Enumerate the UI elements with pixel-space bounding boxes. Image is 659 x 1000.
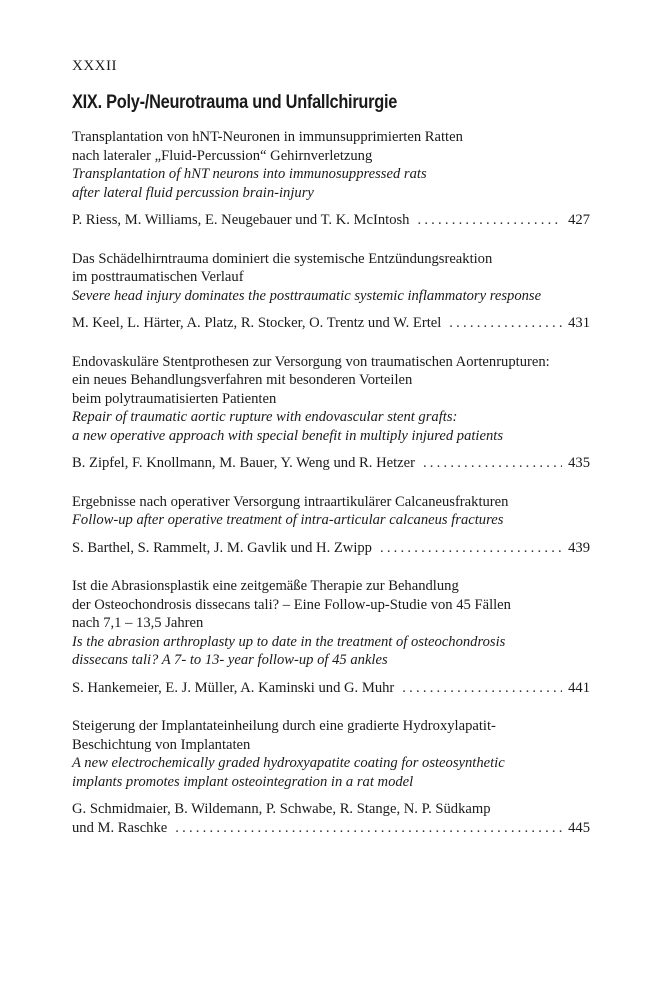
entry-title-english: after lateral fluid percussion brain-injury — [72, 184, 314, 201]
dot-leader — [402, 679, 562, 698]
dot-leader — [380, 539, 562, 558]
toc-entry — [72, 250, 590, 333]
dot-leader — [417, 211, 562, 230]
entry-authors — [72, 539, 590, 558]
toc-entry — [72, 577, 590, 697]
toc-entry — [72, 353, 590, 473]
entry-authors-line: und M. Raschke — [72, 819, 168, 836]
entry-title-english: implants promotes implant osteointegration in a rat model — [72, 773, 414, 790]
toc-entry — [72, 128, 590, 230]
entry-authors — [72, 454, 590, 473]
entry-title-german: nach lateraler „Fluid-Percussion“ Gehirnverletzung — [72, 147, 373, 164]
entry-title-german: Transplantation von hNT-Neuronen in immunsupprimierten Ratten — [72, 129, 463, 145]
entry-authors-row — [72, 211, 590, 230]
entry-authors-row — [72, 679, 590, 698]
entry-title-german: Ergebnisse nach operativer Versorgung intraartikulärer Calcaneusfrakturen — [72, 493, 509, 510]
entry-title-german: Endovaskuläre Stentprothesen zur Versorgung von traumatischen Aortenrupturen: — [72, 353, 550, 370]
entry-title-english: Severe head injury dominates the posttraumatic systemic inflammatory response — [72, 287, 542, 304]
entry-title-english: Transplantation of hNT neurons into immunosuppressed rats — [72, 166, 427, 182]
toc-entry — [72, 493, 590, 558]
page-number: XXXII — [72, 58, 117, 74]
entry-title-german: Beschichtung von Implantaten — [72, 736, 251, 753]
entry-authors-line: P. Riess, M. Williams, E. Neugebauer und T. K. McIntosh — [72, 212, 410, 228]
entry-title-german: Steigerung der Implantateinheilung durch eine gradierte Hydroxylapatit- — [72, 718, 496, 734]
section-title: XIX. Poly-/Neurotrauma und Unfallchirurgie — [72, 92, 398, 113]
dot-leader — [175, 819, 562, 838]
entry-title-german: im posttraumatischen Verlauf — [72, 269, 244, 285]
entry-authors-row — [72, 819, 590, 838]
entry-title-german: ein neues Behandlungsverfahren mit besonderen Vorteilen — [72, 372, 413, 388]
entry-title-german: Ist die Abrasionsplastik eine zeitgemäße Therapie zur Behandlung — [72, 578, 459, 594]
entry-title-english: A new electrochemically graded hydroxyapatite coating for osteosynthetic — [72, 755, 505, 771]
entry-authors-row — [72, 539, 590, 558]
entry-authors — [72, 800, 590, 837]
entry-authors-line: G. Schmidmaier, B. Wildemann, P. Schwabe, R. Stange, N. P. Südkamp — [72, 801, 491, 817]
entry-authors — [72, 679, 590, 698]
entry-title-english: a new operative approach with special benefit in multiply injured patients — [72, 427, 503, 444]
entry-page-number: 427 — [568, 212, 590, 228]
entry-authors-line: S. Hankemeier, E. J. Müller, A. Kaminski und G. Muhr — [72, 679, 395, 696]
entry-title-english: Repair of traumatic aortic rupture with endovascular stent grafts: — [72, 409, 458, 425]
entry-title-german: beim polytraumatisierten Patienten — [72, 390, 277, 407]
entry-page-number: 441 — [568, 679, 590, 696]
entry-authors-row — [72, 314, 590, 333]
entry-page-number: 439 — [568, 539, 590, 556]
entry-page-number: 445 — [568, 819, 590, 836]
entry-title-english: Is the abrasion arthroplasty up to date in the treatment of osteochondrosis — [72, 633, 506, 650]
entry-title-english: dissecans tali? A 7- to 13- year follow-up of 45 ankles — [72, 652, 388, 668]
entry-page-number: 431 — [568, 315, 590, 331]
dot-leader — [423, 454, 562, 473]
entry-authors-line: S. Barthel, S. Rammelt, J. M. Gavlik und H. Zwipp — [72, 539, 372, 556]
entry-authors-line: B. Zipfel, F. Knollmann, M. Bauer, Y. Weng und R. Hetzer — [72, 455, 415, 471]
entry-authors — [72, 211, 590, 230]
entry-title-english: Follow-up after operative treatment of intra-articular calcaneus fractures — [72, 512, 504, 528]
entry-authors-row — [72, 454, 590, 473]
entry-title-german: nach 7,1 – 13,5 Jahren — [72, 615, 204, 631]
entry-authors-line: M. Keel, L. Härter, A. Platz, R. Stocker, O. Trentz und W. Ertel — [72, 315, 442, 331]
toc-entry — [72, 717, 590, 837]
entry-authors — [72, 314, 590, 333]
entry-title-german: Das Schädelhirntrauma dominiert die systemische Entzündungsreaktion — [72, 250, 493, 267]
dot-leader — [449, 314, 562, 333]
toc-entries — [72, 128, 590, 857]
entry-page-number: 435 — [568, 455, 590, 471]
entry-title-german: der Osteochondrosis dissecans tali? – Eine Follow-up-Studie von 45 Fällen — [72, 596, 511, 613]
